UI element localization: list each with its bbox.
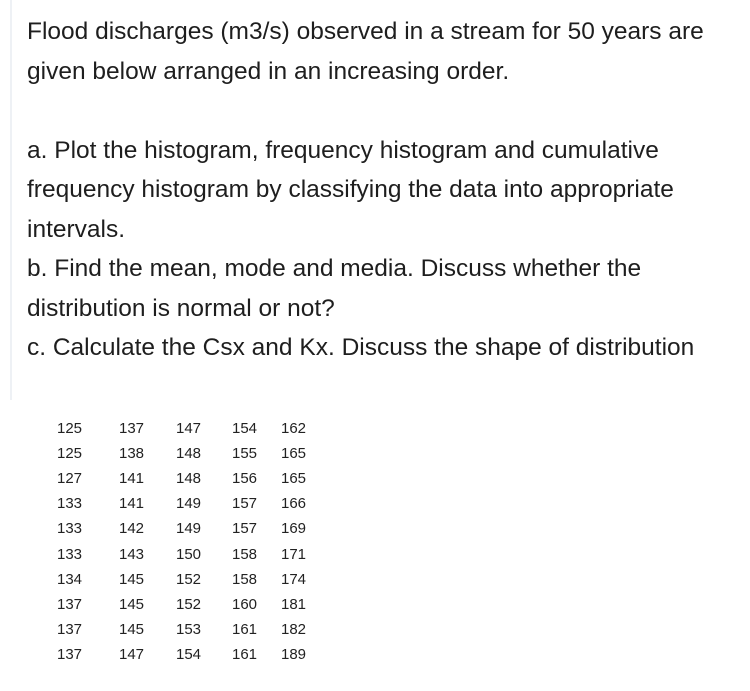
table-cell: 165 [281, 445, 307, 463]
table-cell: 161 [232, 620, 258, 638]
table-row [52, 441, 321, 466]
table-cell: 148 [176, 470, 202, 488]
left-margin-rule [10, 0, 12, 400]
table-cell: 133 [57, 545, 83, 563]
table-cell: 158 [232, 570, 258, 588]
table-row [52, 567, 321, 592]
table-cell: 189 [281, 645, 307, 663]
table-cell: 171 [281, 545, 307, 563]
table-row [52, 592, 321, 617]
table-cell: 145 [119, 595, 145, 613]
table-cell: 153 [176, 620, 202, 638]
table-cell: 152 [176, 595, 202, 613]
table-row [52, 617, 321, 642]
question-part-c: c. Calculate the Csx and Kx. Discuss the shape of distribution [27, 334, 695, 361]
question-part-a: a. Plot the histogram, frequency histogram and cumulative frequency histogram by classifying the data into appropriate intervals. [27, 136, 674, 243]
table-cell: 149 [176, 520, 202, 538]
table-cell: 142 [119, 520, 145, 538]
table-cell: 145 [119, 620, 145, 638]
table-cell: 161 [232, 645, 258, 663]
table-row [52, 491, 321, 516]
table-cell: 174 [281, 570, 307, 588]
table-cell: 134 [57, 570, 83, 588]
table-cell: 137 [57, 620, 83, 638]
table-cell: 138 [119, 445, 145, 463]
table-cell: 125 [57, 445, 83, 463]
table-cell: 147 [176, 420, 202, 438]
table-cell: 154 [232, 420, 258, 438]
table-cell: 155 [232, 445, 258, 463]
table-cell: 150 [176, 545, 202, 563]
table-cell: 181 [281, 595, 307, 613]
table-cell: 148 [176, 445, 202, 463]
table-cell: 137 [57, 595, 83, 613]
table-cell: 154 [176, 645, 202, 663]
table-cell: 141 [119, 470, 145, 488]
table-cell: 156 [232, 470, 258, 488]
table-cell: 137 [119, 420, 145, 438]
table-row [52, 642, 321, 667]
table-cell: 137 [57, 645, 83, 663]
table-row [52, 466, 321, 491]
paragraph-spacer [27, 91, 742, 131]
table-cell: 169 [281, 520, 307, 538]
question-intro: Flood discharges (m3/s) observed in a stream for 50 years are given below arranged in an increasing order. [27, 18, 704, 85]
question-text [27, 12, 742, 368]
table-cell: 152 [176, 570, 202, 588]
table-row [52, 416, 321, 441]
table-cell: 157 [232, 495, 258, 513]
table-cell: 125 [57, 420, 83, 438]
table-cell: 133 [57, 520, 83, 538]
table-cell: 158 [232, 545, 258, 563]
table-cell: 149 [176, 495, 202, 513]
discharge-data-table [52, 416, 321, 667]
table-cell: 166 [281, 495, 307, 513]
question-part-b: b. Find the mean, mode and media. Discuss whether the distribution is normal or not? [27, 255, 642, 322]
table-cell: 157 [232, 520, 258, 538]
table-cell: 182 [281, 620, 307, 638]
table-cell: 147 [119, 645, 145, 663]
table-row [52, 541, 321, 566]
table-cell: 165 [281, 470, 307, 488]
table-cell: 127 [57, 470, 83, 488]
table-row [52, 516, 321, 541]
table-cell: 141 [119, 495, 145, 513]
table-cell: 145 [119, 570, 145, 588]
table-cell: 133 [57, 495, 83, 513]
table-cell: 143 [119, 545, 145, 563]
table-cell: 162 [281, 420, 307, 438]
table-cell: 160 [232, 595, 258, 613]
